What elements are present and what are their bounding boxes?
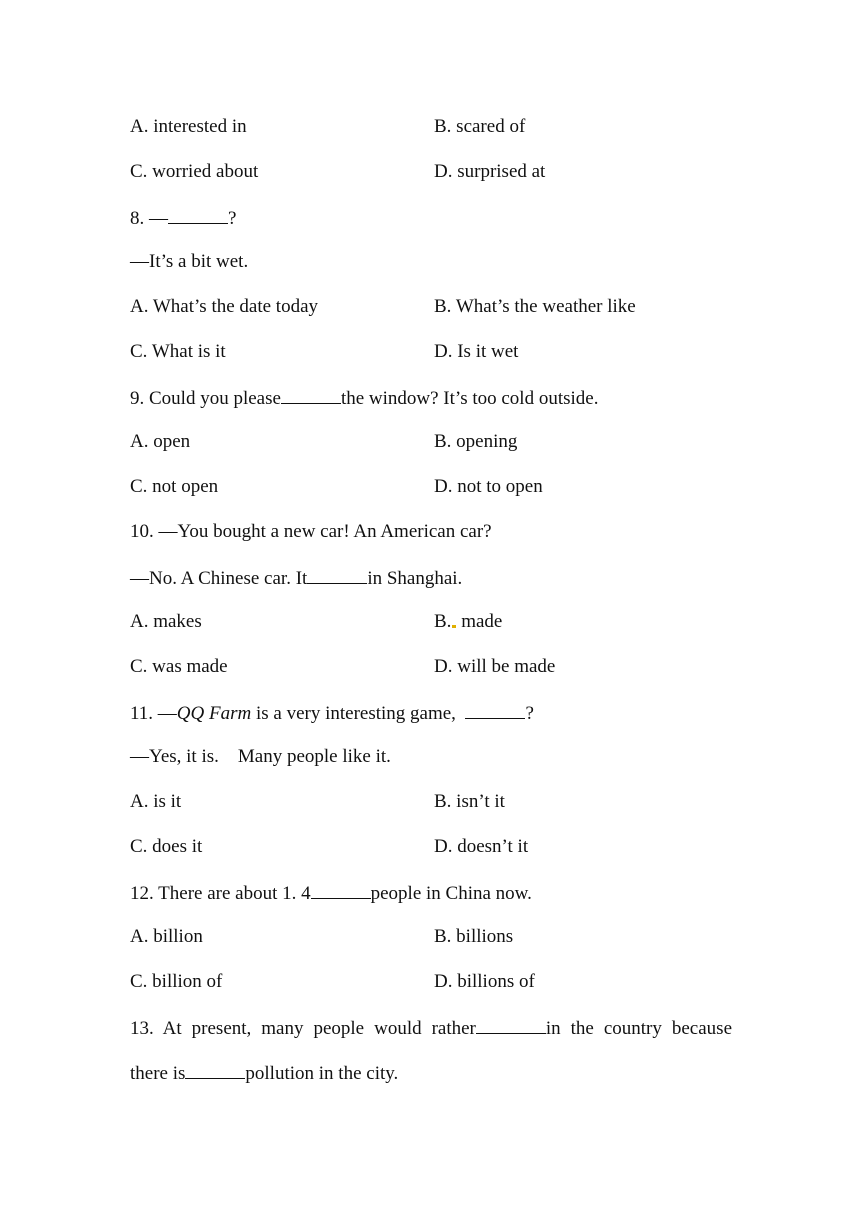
- question-12-stem: 12. There are about 1. 4 people in China now.: [130, 880, 532, 906]
- q10-option-b: B. made: [434, 611, 503, 632]
- answer-blank[interactable]: [185, 1060, 245, 1079]
- question-11-stem: 11. —QQ Farm is a very interesting game, ?: [130, 700, 534, 726]
- game-title: QQ Farm: [176, 703, 252, 724]
- q12-option-d: D. billions of: [434, 971, 535, 992]
- answer-blank[interactable]: [311, 880, 371, 899]
- answer-blank[interactable]: [281, 385, 341, 404]
- q11-option-b: B. isn’t it: [434, 791, 505, 812]
- option-c: C. worried about: [130, 161, 259, 182]
- option-a: A. interested in: [130, 116, 247, 137]
- q8-option-d: D. Is it wet: [434, 341, 519, 362]
- answer-blank[interactable]: [307, 565, 367, 584]
- question-13-line-1: 13. At present, many people would rather in the country because: [130, 1015, 732, 1041]
- q11-option-a: A. is it: [130, 791, 182, 812]
- question-13-line-2: there is pollution in the city.: [130, 1060, 398, 1086]
- q8-option-a: A. What’s the date today: [130, 296, 319, 317]
- q9-option-d: D. not to open: [434, 476, 543, 497]
- question-10-stem: 10. —You bought a new car! An American car?: [130, 521, 492, 542]
- answer-blank[interactable]: [476, 1015, 546, 1034]
- q11-option-d: D. doesn’t it: [434, 836, 529, 857]
- answer-blank[interactable]: [465, 700, 525, 719]
- q11-option-c: C. does it: [130, 836, 203, 857]
- q9-option-a: A. open: [130, 431, 191, 452]
- question-8-stem: 8. — ?: [130, 205, 236, 231]
- q9-option-b: B. opening: [434, 431, 518, 452]
- q10-option-d: D. will be made: [434, 656, 556, 677]
- option-d: D. surprised at: [434, 161, 546, 182]
- question-11-reply: —Yes, it is. Many people like it.: [130, 746, 391, 767]
- q12-option-b: B. billions: [434, 926, 514, 947]
- question-10-reply: —No. A Chinese car. It in Shanghai.: [130, 565, 462, 591]
- q10-option-c: C. was made: [130, 656, 228, 677]
- q12-option-a: A. billion: [130, 926, 203, 947]
- question-8-reply: —It’s a bit wet.: [130, 251, 249, 272]
- answer-blank[interactable]: [168, 205, 228, 224]
- q12-option-c: C. billion of: [130, 971, 223, 992]
- question-9-stem: 9. Could you please the window? It’s too cold outside.: [130, 385, 598, 411]
- q9-option-c: C. not open: [130, 476, 219, 497]
- q8-option-c: C. What is it: [130, 341, 226, 362]
- q8-option-b: B. What’s the weather like: [434, 296, 636, 317]
- q10-option-a: A. makes: [130, 611, 202, 632]
- option-b: B. scared of: [434, 116, 526, 137]
